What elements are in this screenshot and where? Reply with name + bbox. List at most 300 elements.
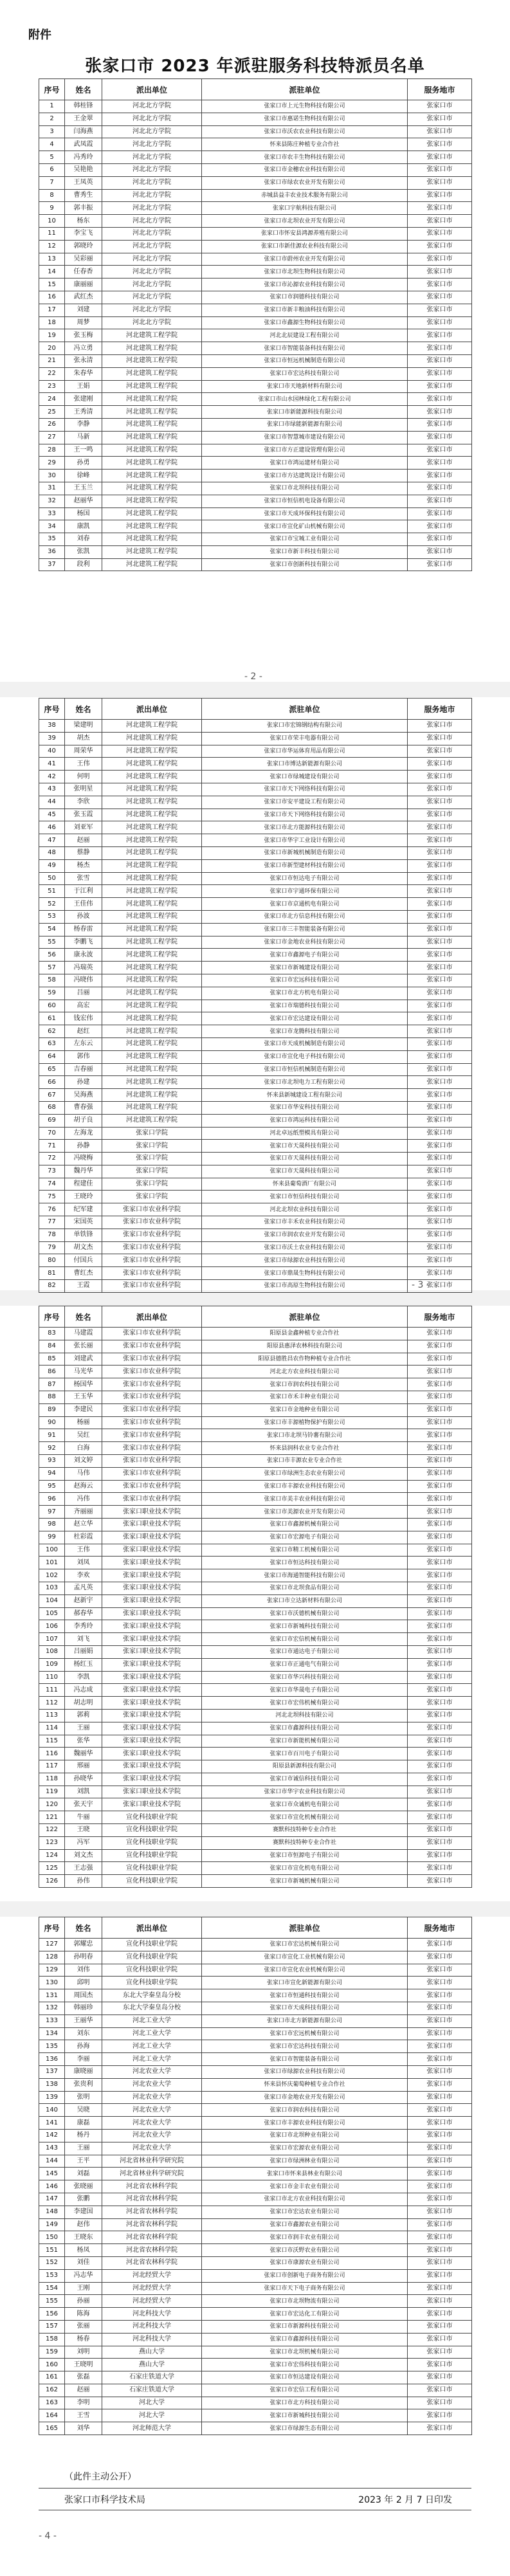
table-row: [39, 1328, 472, 1340]
table-cell: 张家口市: [408, 1378, 472, 1391]
table-cell: 河北建筑工程学院: [102, 732, 202, 745]
page-break: [0, 682, 510, 697]
table-cell: 张家口市北坝物流有限公司: [202, 2295, 408, 2308]
table-cell: 张家口市宣化电子科技有限公司: [202, 1050, 408, 1063]
table-cell: 张家口市瑞德科技有限公司: [202, 1000, 408, 1012]
table-cell: 张家口市: [408, 1709, 472, 1722]
table-row: [39, 342, 472, 355]
table-cell: 高宏: [65, 1000, 102, 1012]
table-cell: 闫海燕: [65, 125, 102, 138]
table-cell: 河北经贸大学: [102, 2282, 202, 2295]
table-cell: 164: [39, 2409, 65, 2422]
column-header: 姓名: [65, 699, 102, 720]
table-cell: 张家口市: [408, 2218, 472, 2231]
table-row: [39, 1140, 472, 1153]
table-cell: 左东云: [65, 1037, 102, 1050]
table-cell: 王伟: [65, 1544, 102, 1557]
table-cell: 157: [39, 2320, 65, 2333]
table-cell: 张家口市农业科学院: [102, 1442, 202, 1455]
table-row: [39, 821, 472, 834]
table-cell: 康磊: [65, 2117, 102, 2130]
table-row: [39, 2256, 472, 2269]
table-cell: 张家口市宏远机械有限公司: [202, 2027, 408, 2040]
table-cell: 17: [39, 304, 65, 316]
table-row: [39, 1191, 472, 1203]
table-cell: 张家口市: [408, 1267, 472, 1280]
table-cell: 河北建筑工程学院: [102, 898, 202, 911]
column-header: 姓名: [65, 1917, 102, 1939]
table-cell: 张家口市: [408, 1429, 472, 1442]
table-cell: 河北建筑工程学院: [102, 1012, 202, 1025]
table-row: [39, 2193, 472, 2206]
table-cell: 宣化科技职业学院: [102, 1875, 202, 1888]
table-cell: 134: [39, 2027, 65, 2040]
table-cell: 张家口市: [408, 796, 472, 808]
table-cell: 张家口市: [408, 1773, 472, 1786]
table-row: [39, 1254, 472, 1267]
table-cell: 张家口市: [408, 545, 472, 558]
table-cell: 河北省农林科学院: [102, 2206, 202, 2218]
table-row: [39, 745, 472, 758]
table-cell: 张家口市绿城建设有限公司: [202, 771, 408, 783]
table-cell: 张家口市华宇农业科技有限公司: [202, 1786, 408, 1798]
table-cell: 宋国英: [65, 1216, 102, 1229]
table-cell: 张家口市鸿运科技有限公司: [202, 1114, 408, 1127]
table-cell: 140: [39, 2104, 65, 2117]
table-cell: 张家口市: [408, 1241, 472, 1254]
table-cell: 张家口市智能装备科技有限公司: [202, 342, 408, 355]
table-row: [39, 1429, 472, 1442]
table-cell: 韩丽珍: [65, 2002, 102, 2014]
column-header: 派驻单位: [202, 1917, 408, 1939]
table-row: [39, 316, 472, 329]
table-cell: 42: [39, 771, 65, 783]
table-cell: 65: [39, 1063, 65, 1076]
table-row: [39, 1063, 472, 1076]
table-row: [39, 2397, 472, 2409]
table-cell: 张家口市北坝农业开发有限公司: [202, 215, 408, 228]
table-cell: 张家口市恒通科技有限公司: [202, 1989, 408, 2002]
table-cell: 张家口市: [408, 859, 472, 872]
table-cell: 杨东: [65, 215, 102, 228]
table-cell: 88: [39, 1391, 65, 1403]
table-cell: 张家口市上元生物科技有限公司: [202, 100, 408, 113]
table-cell: 郝春华: [65, 1607, 102, 1620]
table-cell: 河北建筑工程学院: [102, 859, 202, 872]
table-cell: 张鹏: [65, 2193, 102, 2206]
table-cell: 张家口市润农科技有限公司: [202, 1378, 408, 1391]
table-cell: 刘建: [65, 304, 102, 316]
table-cell: 70: [39, 1127, 65, 1140]
table-cell: 32: [39, 495, 65, 507]
table-cell: 张家口市京通机电有限公司: [202, 898, 408, 911]
table-cell: 张家口市高原生物科技有限公司: [202, 1280, 408, 1293]
table-row: [39, 1025, 472, 1038]
table-cell: 张家口市创新科技有限公司: [202, 558, 408, 571]
table-cell: 张家口职业技术学院: [102, 1557, 202, 1569]
table-cell: 怀来县葡萄酒厂有限公司: [202, 1178, 408, 1191]
table-row: [39, 1403, 472, 1416]
table-row: [39, 100, 472, 113]
table-cell: 周梦: [65, 316, 102, 329]
table-cell: 86: [39, 1366, 65, 1378]
table-cell: 张家口市: [408, 1594, 472, 1607]
table-cell: 宣化科技职业学院: [102, 1811, 202, 1824]
table-cell: 张家口市: [408, 1748, 472, 1760]
table-cell: 147: [39, 2193, 65, 2206]
table-row: [39, 2155, 472, 2168]
table-cell: 75: [39, 1191, 65, 1203]
table-cell: 河北师范大学: [102, 2422, 202, 2435]
table-cell: 张家口市智能装备有限公司: [202, 2053, 408, 2066]
table-cell: 137: [39, 2065, 65, 2078]
table-cell: 张家口市: [408, 1353, 472, 1366]
table-cell: 张天宇: [65, 1798, 102, 1811]
table-cell: 胡杰: [65, 732, 102, 745]
table-cell: 河北建筑工程学院: [102, 495, 202, 507]
table-row: [39, 2359, 472, 2371]
table-row: [39, 2091, 472, 2104]
table-cell: 邢丽: [65, 1760, 102, 1773]
table-cell: 张家口市: [408, 1518, 472, 1531]
table-cell: 张家口市: [408, 393, 472, 406]
table-cell: 张家口市: [408, 163, 472, 176]
table-cell: 河北北方学院: [102, 279, 202, 291]
table-cell: 136: [39, 2053, 65, 2066]
table-cell: 张家口市: [408, 2409, 472, 2422]
table-cell: 河北省农林科学院: [102, 2193, 202, 2206]
table-cell: 武凤霞: [65, 138, 102, 151]
table-row: [39, 1076, 472, 1089]
table-cell: 张家口市: [408, 1480, 472, 1493]
table-cell: 50: [39, 872, 65, 885]
table-cell: 张家口市新丰粮油科技有限公司: [202, 304, 408, 316]
table-cell: 张家口市: [408, 176, 472, 189]
table-cell: 张家口市恒达建设有限公司: [202, 2371, 408, 2384]
table-cell: 河北卓远纸塑模具有限公司: [202, 1127, 408, 1140]
table-cell: 张家口市天下电子商务有限公司: [202, 2282, 408, 2295]
table-cell: 吴晓: [65, 2104, 102, 2117]
table-cell: 王佳伟: [65, 898, 102, 911]
table-cell: 110: [39, 1671, 65, 1684]
table-cell: 张家口市丰源农业科技有限公司: [202, 1480, 408, 1493]
table-cell: 张家口市: [408, 1340, 472, 1353]
table-cell: 张家口市: [408, 2117, 472, 2130]
table-cell: 张家口市: [408, 1633, 472, 1646]
table-cell: 赛默科技特种专业合作社: [202, 1836, 408, 1849]
table-cell: 158: [39, 2333, 65, 2346]
table-cell: 张家口市: [408, 2180, 472, 2193]
table-cell: 河北工业大学: [102, 2014, 202, 2027]
table-cell: 张家口市: [408, 2142, 472, 2155]
table-cell: 张家口市: [408, 2269, 472, 2282]
table-row: [39, 1977, 472, 1989]
table-cell: 河北北方学院: [102, 189, 202, 202]
table-row: [39, 1353, 472, 1366]
table-row: [39, 2104, 472, 2117]
table-cell: 12: [39, 240, 65, 253]
table-cell: 张家口市金丰农业有限公司: [202, 2180, 408, 2193]
table-cell: 于江利: [65, 885, 102, 898]
table-cell: 33: [39, 507, 65, 520]
table-cell: 张家口市恒信机电设备有限公司: [202, 495, 408, 507]
table-cell: 60: [39, 1000, 65, 1012]
table-cell: 杨春雷: [65, 923, 102, 936]
table-cell: 马光华: [65, 1366, 102, 1378]
table-cell: 张家口市宣化矿山机械有限公司: [202, 520, 408, 533]
table-cell: 张家口市: [408, 758, 472, 771]
issuing-organization: 张家口市科学技术局: [64, 2495, 145, 2505]
table-cell: 张家口市: [408, 1000, 472, 1012]
table-cell: 张家口市宏源农业有限公司: [202, 2142, 408, 2155]
table-cell: 宣化科技职业学院: [102, 1964, 202, 1977]
table-row: [39, 1671, 472, 1684]
table-cell: 张家口市: [408, 1875, 472, 1888]
table-cell: 张家口市: [408, 1557, 472, 1569]
table-cell: 张家口市宣化机电有限公司: [202, 1862, 408, 1875]
table-cell: 张家口市农业科学院: [102, 1267, 202, 1280]
table-cell: 张家口市: [408, 457, 472, 470]
table-cell: 张家口市: [408, 1506, 472, 1519]
table-cell: 河北建筑工程学院: [102, 1063, 202, 1076]
table-cell: 张家口市: [408, 1569, 472, 1582]
table-cell: 141: [39, 2117, 65, 2130]
table-row: [39, 1467, 472, 1480]
table-cell: 张家口市: [408, 1076, 472, 1089]
table-cell: 张家口市方达建筑设计有限公司: [202, 470, 408, 482]
table-cell: 张家口市: [408, 1063, 472, 1076]
table-cell: 张家口市蔚州农业开发有限公司: [202, 253, 408, 266]
table-cell: 张家口市: [408, 2384, 472, 2397]
table-cell: 赵海云: [65, 1480, 102, 1493]
table-row: [39, 507, 472, 520]
table-cell: 张家口市农业科学院: [102, 1241, 202, 1254]
table-cell: 冯志成: [65, 1684, 102, 1697]
table-cell: 151: [39, 2244, 65, 2257]
table-cell: 齐丽丽: [65, 1506, 102, 1519]
table-cell: 155: [39, 2295, 65, 2308]
table-cell: 张家口市: [408, 1114, 472, 1127]
table-cell: 张家口职业技术学院: [102, 1518, 202, 1531]
table-cell: 刘凯: [65, 1786, 102, 1798]
table-cell: 126: [39, 1875, 65, 1888]
table-cell: 张家口市北方新能源有限公司: [202, 2014, 408, 2027]
table-row: [39, 1684, 472, 1697]
table-cell: 张家口职业技术学院: [102, 1760, 202, 1773]
table-row: [39, 406, 472, 419]
table-cell: 64: [39, 1050, 65, 1063]
column-header: 序号: [39, 1917, 65, 1939]
table-row: [39, 495, 472, 507]
table-cell: 河北农业大学: [102, 2129, 202, 2142]
table-cell: 84: [39, 1340, 65, 1353]
table-cell: 30: [39, 470, 65, 482]
table-cell: 河北建筑工程学院: [102, 834, 202, 847]
table-cell: 李鹏飞: [65, 936, 102, 949]
table-cell: 张家口市: [408, 1140, 472, 1153]
table-cell: 张家口市天成环保科技有限公司: [202, 507, 408, 520]
table-cell: 河北农业大学: [102, 2104, 202, 2117]
table-cell: 王雪: [65, 2409, 102, 2422]
table-cell: 张家口市: [408, 732, 472, 745]
table-cell: 河北北方学院: [102, 163, 202, 176]
table-row: [39, 2027, 472, 2040]
table-cell: 阳原县惠泽农林科技有限公司: [202, 1340, 408, 1353]
table-cell: 河北建筑工程学院: [102, 393, 202, 406]
table-cell: 张家口市新城机械有限公司: [202, 1875, 408, 1888]
table-cell: 白海: [65, 1442, 102, 1455]
table-cell: 张家口市: [408, 783, 472, 796]
table-row: [39, 240, 472, 253]
table-cell: 张家口市宏达农业有限公司: [202, 2206, 408, 2218]
table-cell: 张家口职业技术学院: [102, 1544, 202, 1557]
table-cell: 单铁锋: [65, 1229, 102, 1241]
table-cell: 张家口市怀安县鸿源养殖有限公司: [202, 227, 408, 240]
table-cell: 张家口市宏远科技有限公司: [202, 974, 408, 987]
table-cell: 张家口市天晟科技有限公司: [202, 1153, 408, 1165]
table-cell: 冯瑞英: [65, 962, 102, 974]
table-row: [39, 2269, 472, 2282]
table-row: [39, 1127, 472, 1140]
table-cell: 张家口市: [408, 100, 472, 113]
table-cell: 曹秀生: [65, 189, 102, 202]
table-cell: 孟凡英: [65, 1582, 102, 1594]
table-cell: 河北建筑工程学院: [102, 1037, 202, 1050]
table-cell: 117: [39, 1760, 65, 1773]
table-cell: 孙海: [65, 2040, 102, 2053]
table-cell: 张家口市宣化工业机械有限公司: [202, 1951, 408, 1964]
table-cell: 李凯: [65, 1671, 102, 1684]
table-row: [39, 1229, 472, 1241]
table-cell: 刘亚军: [65, 821, 102, 834]
table-cell: 河北科技大学: [102, 2308, 202, 2321]
table-cell: 56: [39, 949, 65, 962]
table-cell: 张明星: [65, 783, 102, 796]
table-cell: 张家口市: [408, 1416, 472, 1429]
table-cell: 24: [39, 393, 65, 406]
table-cell: 张永清: [65, 354, 102, 367]
table-cell: 张家口职业技术学院: [102, 1748, 202, 1760]
table-cell: 张家口市: [408, 1811, 472, 1824]
table-cell: 张家口市新城建设有限公司: [202, 962, 408, 974]
table-row: [39, 2078, 472, 2091]
table-row: [39, 227, 472, 240]
table-cell: 魏丹华: [65, 1165, 102, 1178]
table-cell: 87: [39, 1378, 65, 1391]
table-cell: 张家口市农丰生物科技有限公司: [202, 151, 408, 164]
table-cell: 赛默科技特种专业合作社: [202, 1824, 408, 1837]
table-row: [39, 1493, 472, 1506]
table-cell: 张家口市天成机械制造有限公司: [202, 1037, 408, 1050]
table-cell: 63: [39, 1037, 65, 1050]
table-cell: 68: [39, 1101, 65, 1114]
column-header: 姓名: [65, 79, 102, 100]
table-row: [39, 418, 472, 431]
table-row: [39, 1760, 472, 1773]
table-cell: 河北北坝农业科技有限公司: [202, 1203, 408, 1216]
table-cell: 张家口市华安科技有限公司: [202, 1101, 408, 1114]
table-cell: 张家口市新丰科技有限公司: [202, 545, 408, 558]
table-cell: 1: [39, 100, 65, 113]
table-cell: 张家口市: [408, 936, 472, 949]
table-cell: 张家口市: [408, 1607, 472, 1620]
column-header: 派驻单位: [202, 699, 408, 720]
table-cell: 周国杰: [65, 1989, 102, 2002]
table-cell: 张家口市绿源农业科技有限公司: [202, 1254, 408, 1267]
table-row: [39, 1480, 472, 1493]
table-cell: 张家口市鑫源电子有限公司: [202, 949, 408, 962]
table-cell: 王玉华: [65, 1391, 102, 1403]
table-cell: 李欣: [65, 796, 102, 808]
table-cell: 张家口市: [408, 1862, 472, 1875]
table-cell: 张家口市鑫源科技有限公司: [202, 2333, 408, 2346]
table-cell: 张家口市: [408, 1165, 472, 1178]
table-row: [39, 1773, 472, 1786]
table-cell: 张家口市: [408, 2359, 472, 2371]
table-cell: 张家口市: [408, 872, 472, 885]
table-row: [39, 1216, 472, 1229]
table-cell: 张家口市宏信工程有限公司: [202, 2384, 408, 2397]
table-cell: 张家口市: [408, 1531, 472, 1544]
table-cell: 115: [39, 1735, 65, 1748]
table-cell: 69: [39, 1114, 65, 1127]
table-cell: 马建霞: [65, 1328, 102, 1340]
table-row: [39, 1518, 472, 1531]
table-cell: 冯晓梅: [65, 1153, 102, 1165]
table-cell: 张家口市: [408, 2040, 472, 2053]
table-cell: 张家口市: [408, 1964, 472, 1977]
table-cell: 92: [39, 1442, 65, 1455]
table-cell: 张家口市: [408, 2002, 472, 2014]
table-cell: 河北工业大学: [102, 2040, 202, 2053]
table-cell: 张家口市润农科技有限公司: [202, 2104, 408, 2117]
table-cell: 宣化科技职业学院: [102, 1824, 202, 1837]
table-cell: 张家口市: [408, 1203, 472, 1216]
table-row: [39, 2320, 472, 2333]
table-cell: 132: [39, 2002, 65, 2014]
table-row: [39, 834, 472, 847]
table-row: [39, 1582, 472, 1594]
column-header: 派出单位: [102, 1917, 202, 1939]
table-cell: 张家口学院: [102, 1178, 202, 1191]
table-cell: 张家口市美丰农业科技有限公司: [202, 1493, 408, 1506]
table-cell: 河北北坝科技有限公司: [202, 1709, 408, 1722]
table-cell: 79: [39, 1241, 65, 1254]
table-cell: 张家口市: [408, 266, 472, 279]
table-cell: 张家口市: [408, 2193, 472, 2206]
table-cell: 张雪: [65, 872, 102, 885]
table-cell: 张家口市: [408, 898, 472, 911]
table-cell: 张家口市惠诺生物科技有限公司: [202, 113, 408, 125]
table-cell: 26: [39, 418, 65, 431]
table-row: [39, 1050, 472, 1063]
table-cell: 刘伟: [65, 1964, 102, 1977]
table-cell: 张家口市华运体育用品有限公司: [202, 745, 408, 758]
table-cell: 张家口市丰源农业专业合作社: [202, 1454, 408, 1467]
table-cell: 张家口市: [408, 2206, 472, 2218]
table-row: [39, 1798, 472, 1811]
table-cell: 张家口市宏达科技有限公司: [202, 2040, 408, 2053]
table-cell: 41: [39, 758, 65, 771]
table-cell: 张家口市农业科学院: [102, 1216, 202, 1229]
table-row: [39, 2002, 472, 2014]
table-cell: 河北建筑工程学院: [102, 354, 202, 367]
table-cell: 11: [39, 227, 65, 240]
table-cell: 张家口市: [408, 558, 472, 571]
table-cell: 张家口市: [408, 1101, 472, 1114]
table-cell: 72: [39, 1153, 65, 1165]
table-cell: 刘华: [65, 2422, 102, 2435]
